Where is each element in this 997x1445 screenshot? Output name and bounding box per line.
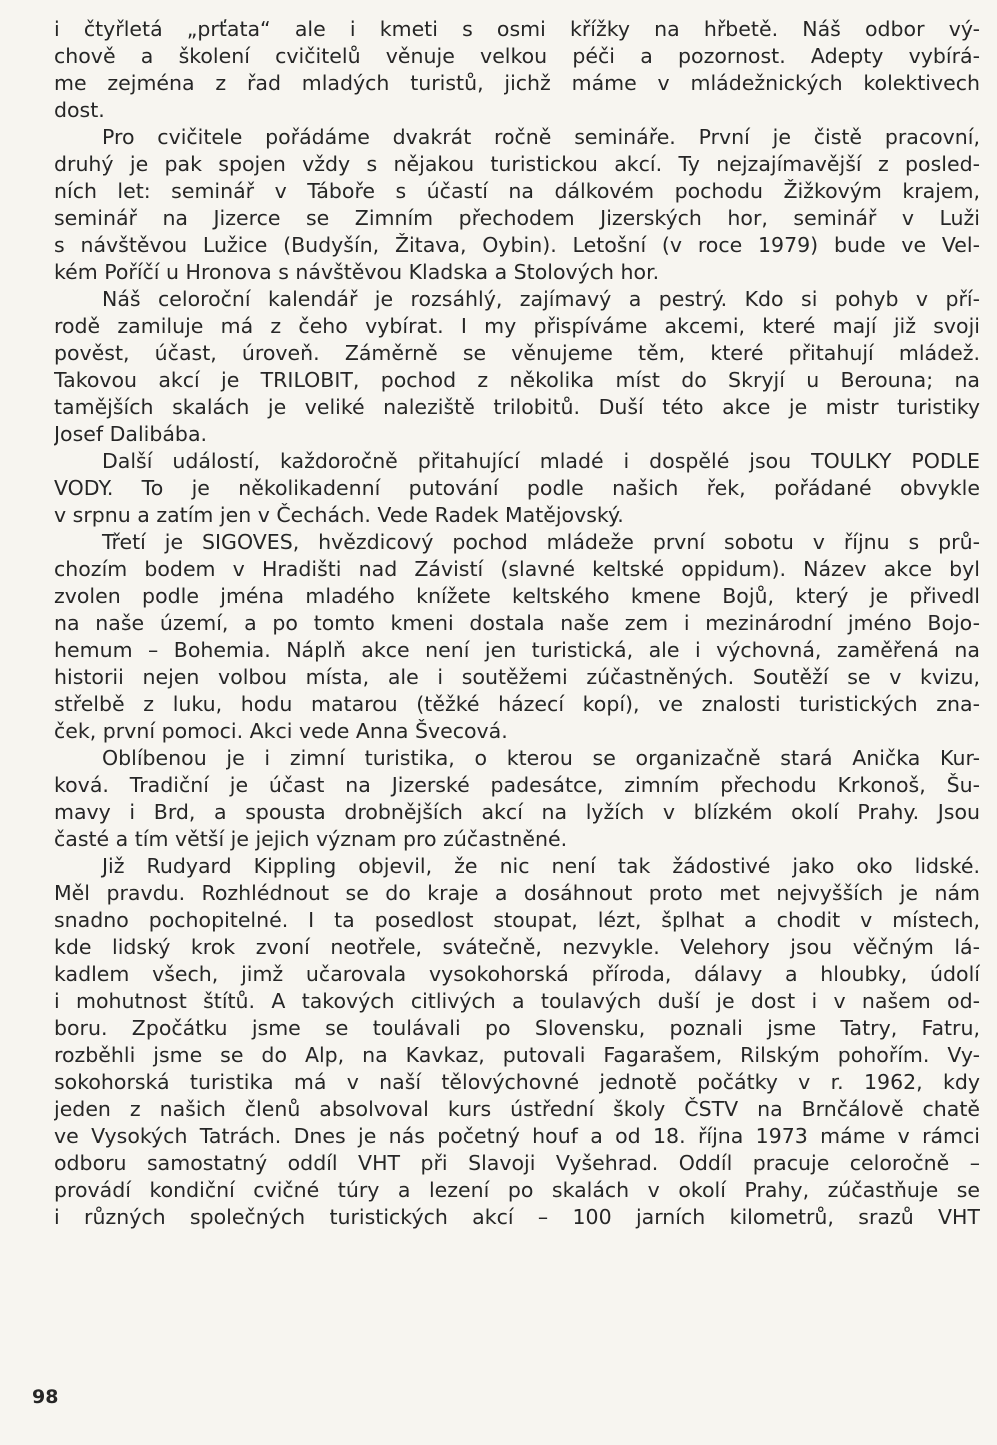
text-line: ček, první pomoci. Akci vede Anna Švecová. — [54, 719, 508, 743]
text-line: druhý je pak spojen vždy s nějakou turistickou akcí. Ty nejzajímavější z posled- — [54, 152, 980, 176]
text-line: snadno pochopitelné. I ta posedlost stoupat, lézt, šplhat a chodit v místech, — [54, 908, 980, 932]
text-line: Náš celoroční kalendář je rozsáhlý, zajímavý a pestrý. Kdo si pohyb v pří- — [102, 287, 980, 311]
text-line: sokohorská turistika má v naší tělovýchovné jednotě počátky v r. 1962, kdy — [54, 1070, 980, 1094]
text-line: zvolen podle jména mladého knížete keltského kmene Bojů, který je přivedl — [54, 584, 980, 608]
text-line: střelbě z luku, hodu matarou (těžké házecí kopí), ve znalosti turistických zna- — [54, 692, 980, 716]
text-line: Měl pravdu. Rozhlédnout se do kraje a dosáhnout proto met nejvyšších je nám — [54, 881, 980, 905]
text-line: dost. — [54, 98, 105, 122]
text-line: Další událostí, každoročně přitahující mladé i dospělé jsou TOULKY PODLE — [102, 449, 980, 473]
text-line: chozím bodem v Hradišti nad Závistí (slavné keltské oppidum). Název akce byl — [54, 557, 980, 581]
text-line: Takovou akcí je TRILOBIT, pochod z několika míst do Skryjí u Berouna; na — [54, 368, 980, 392]
text-line: VODY. To je několikadenní putování podle našich řek, pořádané obvykle — [54, 476, 980, 500]
text-line: seminář na Jizerce se Zimním přechodem Jizerských hor, seminář v Luži — [54, 206, 980, 230]
text-line: ve Vysokých Tatrách. Dnes je nás početný houf a od 18. října 1973 máme v rámci — [54, 1124, 980, 1148]
text-line: rozběhli jsme se do Alp, na Kavkaz, putovali Fagarašem, Rilským pohořím. Vy- — [54, 1043, 980, 1067]
text-line: s návštěvou Lužice (Budyšín, Žitava, Oybin). Letošní (v roce 1979) bude ve Vel- — [54, 233, 980, 257]
text-line: boru. Zpočátku jsme se toulávali po Slovensku, poznali jsme Tatry, Fatru, — [54, 1016, 980, 1040]
text-line: chově a školení cvičitelů věnuje velkou péči a pozornost. Adepty vybírá- — [54, 44, 980, 68]
text-line: i mohutnost štítů. A takových citlivých a toulavých duší je dost i v našem od- — [54, 989, 980, 1013]
text-line: Oblíbenou je i zimní turistika, o kterou se organizačně stará Anička Kur- — [102, 746, 980, 770]
text-line: Již Rudyard Kippling objevil, že nic není tak žádostivé jako oko lidské. — [102, 854, 980, 878]
page-number: 98 — [32, 1386, 59, 1408]
text-line: kém Poříčí u Hronova s návštěvou Kladska a Stolových hor. — [54, 260, 660, 284]
text-line: Josef Dalibába. — [54, 422, 208, 446]
text-line: kde lidský krok zvoní neotřele, svátečně, nezvykle. Velehory jsou věčným lá- — [54, 935, 980, 959]
text-line: hemum – Bohemia. Náplň akce není jen turistická, ale i výchovná, zaměřená na — [54, 638, 980, 662]
text-line: odboru samostatný oddíl VHT při Slavoji Vyšehrad. Oddíl pracuje celoročně – — [54, 1151, 980, 1175]
text-line: ních let: seminář v Táboře s účastí na dálkovém pochodu Žižkovým krajem, — [54, 179, 980, 203]
text-line: i čtyřletá „prťata“ ale i kmeti s osmi křížky na hřbetě. Náš odbor vý- — [54, 17, 980, 41]
body-text — [54, 16, 980, 1231]
text-line: časté a tím větší je jejich význam pro zúčastněné. — [54, 827, 568, 851]
text-line: ková. Tradiční je účast na Jizerské padesátce, zimním přechodu Krkonoš, Šu- — [54, 773, 980, 797]
text-line: mavy i Brd, a spousta drobnějších akcí na lyžích v blízkém okolí Prahy. Jsou — [54, 800, 980, 824]
text-line: kadlem všech, jimž učarovala vysokohorská příroda, dálavy a hloubky, údolí — [54, 962, 980, 986]
text-line: Třetí je SIGOVES, hvězdicový pochod mládeže první sobotu v říjnu s prů- — [102, 530, 980, 554]
text-line: me zejména z řad mladých turistů, jichž máme v mládežnických kolektivech — [54, 71, 980, 95]
text-line: historii nejen volbou místa, ale i soutěžemi zúčastněných. Soutěží se v kvizu, — [54, 665, 980, 689]
text-line: rodě zamiluje má z čeho vybírat. I my přispíváme akcemi, které mají již svoji — [54, 314, 980, 338]
text-line: v srpnu a zatím jen v Čechách. Vede Radek Matějovský. — [54, 503, 624, 527]
text-line: i různých společných turistických akcí – 100 jarních kilometrů, srazů VHT — [54, 1205, 980, 1229]
text-line: provádí kondiční cvičné túry a lezení po skalách v okolí Prahy, zúčastňuje se — [54, 1178, 980, 1202]
text-line: Pro cvičitele pořádáme dvakrát ročně semináře. První je čistě pracovní, — [102, 125, 980, 149]
text-line: jeden z našich členů absolvoval kurs ústřední školy ČSTV na Brnčálově chatě — [54, 1097, 980, 1121]
text-line: tamějších skalách je veliké naleziště trilobitů. Duší této akce je mistr turistiky — [54, 395, 980, 419]
text-line: na naše území, a po tomto kmeni dostala naše zem i mezinárodní jméno Bojo- — [54, 611, 980, 635]
text-line: pověst, účast, úroveň. Záměrně se věnujeme těm, které přitahují mládež. — [54, 341, 980, 365]
